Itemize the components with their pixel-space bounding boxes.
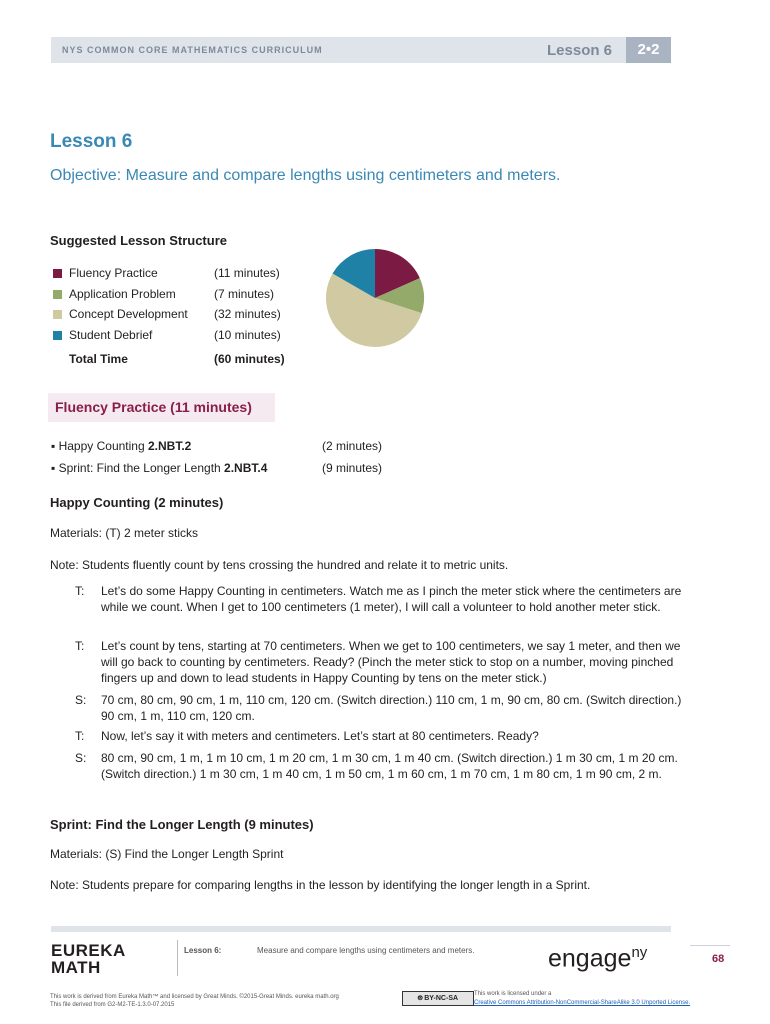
eureka-math-logo	[51, 942, 126, 976]
engage-text: engage	[548, 944, 632, 973]
speaker: T:	[75, 729, 85, 743]
dialogue-text: Let’s do some Happy Counting in centimeters. Watch me as I pinch the meter stick where the centimeters are while we count. When I get to 100 centimeters (1 meter), I will call a volunteer to hold another meter stick.	[101, 584, 682, 614]
page-number-rule	[690, 945, 730, 946]
fluency-bullet: ▪ Happy Counting 2.NBT.2	[51, 439, 192, 453]
speaker: S:	[75, 751, 87, 765]
structure-item	[53, 328, 281, 342]
legend-swatch	[53, 290, 62, 299]
logo-line: MATH	[51, 958, 101, 977]
structure-item	[53, 307, 281, 321]
total-label: Total Time	[69, 352, 128, 366]
structure-heading: Suggested Lesson Structure	[50, 233, 227, 248]
license-line: This work is derived from Eureka Math™ and licensed by Great Minds. ©2015-Great Minds. eureka math.org	[50, 994, 339, 1000]
dialogue-text: Now, let’s say it with meters and centimeters. Let’s start at 80 centimeters. Ready?	[101, 729, 539, 743]
speaker: S:	[75, 693, 87, 707]
footer-lesson: Lesson 6:	[184, 946, 222, 955]
bullet-text: Happy Counting	[58, 439, 148, 453]
dialogue-text: 80 cm, 90 cm, 1 m, 1 m 10 cm, 1 m 20 cm, 1 m 30 cm, 1 m 40 cm. (Switch direction.) 1 m 30 cm, 1 m 20 cm. (Switch direction.) 1 m 30 cm, 1 m 40 cm, 1 m 50 cm, 1 m 60 cm, 1 m 70 cm, 1 m 80 cm, 1 m 90 cm, 2 m.	[101, 751, 678, 781]
footer-divider	[177, 940, 178, 976]
structure-item-label: Fluency Practice	[69, 266, 158, 280]
structure-item-minutes: (11 minutes)	[214, 266, 280, 280]
bullet-text: Sprint: Find the Longer Length	[58, 461, 225, 475]
structure-item-label: Concept Development	[69, 307, 188, 321]
structure-item-minutes: (10 minutes)	[214, 328, 281, 342]
structure-item-minutes: (32 minutes)	[214, 307, 281, 321]
license-line: This file derived from G2-M2-TE-1.3.0-07.2015	[50, 1002, 175, 1008]
happy-counting-heading: Happy Counting (2 minutes)	[50, 495, 224, 510]
fluency-bullet: ▪ Sprint: Find the Longer Length 2.NBT.4	[51, 461, 268, 475]
legend-swatch	[53, 331, 62, 340]
sprint-heading: Sprint: Find the Longer Length (9 minutes)	[50, 817, 314, 832]
legend-swatch	[53, 310, 62, 319]
structure-item-minutes: (7 minutes)	[214, 287, 275, 301]
license-text	[50, 993, 339, 1009]
license-notice	[474, 990, 690, 1008]
cc-badge-text: BY-NC-SA	[424, 995, 459, 1002]
structure-item	[53, 266, 280, 280]
sprint-materials: Materials: (S) Find the Longer Length Sprint	[50, 847, 284, 861]
page-title: Lesson 6	[50, 131, 133, 152]
header-lesson: Lesson 6	[547, 42, 613, 59]
legend-swatch	[53, 269, 62, 278]
sprint-note: Note: Students prepare for comparing lengths in the lesson by identifying the longer length in a Sprint.	[50, 878, 591, 892]
curriculum-title: NYS COMMON CORE MATHEMATICS CURRICULUM	[62, 45, 323, 55]
dialogue-text: 70 cm, 80 cm, 90 cm, 1 m, 110 cm, 120 cm. (Switch direction.) 110 cm, 1 m, 90 cm, 80 cm. (Switch direction.) 90 cm, 1 m, 110 cm, 120 cm.	[101, 693, 682, 723]
footer-band	[51, 926, 671, 932]
module-badge: 2•2	[626, 37, 671, 63]
ny-text: ny	[631, 944, 648, 961]
page-number: 68	[712, 953, 725, 965]
happy-note: Note: Students fluently count by tens crossing the hundred and relate it to metric units.	[50, 558, 509, 572]
license-link[interactable]: Creative Commons Attribution-NonCommercial-ShareAlike 3.0 Unported License.	[474, 1000, 691, 1006]
speaker: T:	[75, 584, 85, 598]
license-line: This work is licensed under a	[474, 991, 552, 997]
bullet-minutes: (2 minutes)	[322, 439, 383, 453]
objective: Objective: Measure and compare lengths using centimeters and meters.	[50, 167, 561, 184]
total-minutes: (60 minutes)	[214, 352, 285, 366]
structure-item-label: Student Debrief	[69, 328, 153, 342]
bullet-minutes: (9 minutes)	[322, 461, 383, 475]
happy-materials: Materials: (T) 2 meter sticks	[50, 526, 199, 540]
dialogue-text: Let’s count by tens, starting at 70 centimeters. When we get to 100 centimeters, we say 1 meter, and then we will go back to counting by centimeters. Ready? (Pinch the meter stick to stop on a number, moving pinched fingers up and down to lead students in Happy Counting by tens on the meter stick.)	[101, 639, 681, 685]
structure-item	[53, 287, 275, 301]
engageny-logo	[548, 944, 647, 973]
logo-line: EUREKA	[51, 941, 126, 960]
lesson-structure-pie	[325, 248, 425, 348]
standard-code: 2.NBT.2	[147, 439, 192, 453]
structure-item-label: Application Problem	[69, 287, 176, 301]
speaker: T:	[75, 639, 85, 653]
fluency-title: Fluency Practice (11 minutes)	[55, 399, 252, 415]
footer-objective: Measure and compare lengths using centimeters and meters.	[257, 946, 475, 955]
standard-code: 2.NBT.4	[224, 461, 268, 475]
cc-license-badge[interactable]: 🅭 BY-NC-SA	[402, 991, 474, 1006]
